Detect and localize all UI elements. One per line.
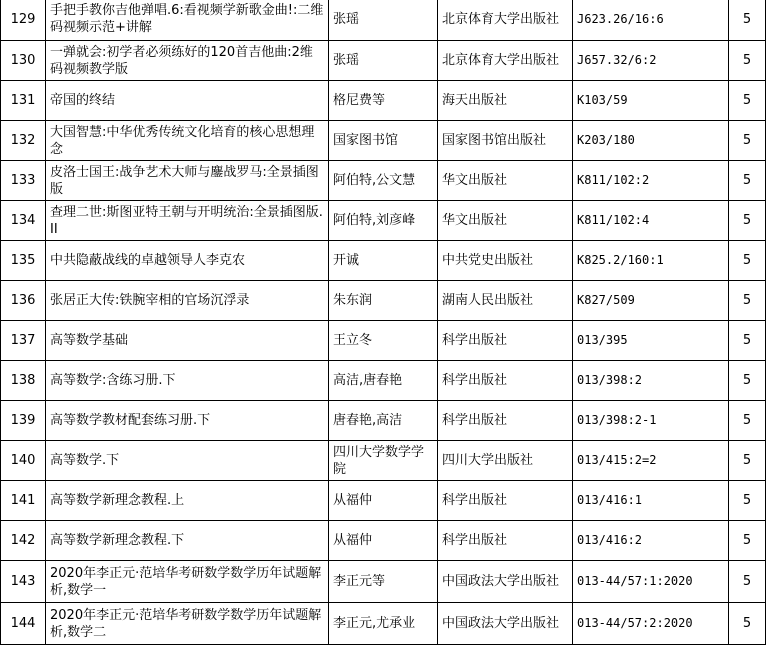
copies-count: 5 <box>729 0 766 41</box>
book-title: 张居正大传:铁腕宰相的官场沉浮录 <box>46 281 329 321</box>
book-publisher: 北京体育大学出版社 <box>438 0 573 41</box>
book-author: 李正元等 <box>329 561 438 603</box>
book-author: 王立冬 <box>329 321 438 361</box>
row-number: 137 <box>1 321 46 361</box>
book-publisher: 中国政法大学出版社 <box>438 561 573 603</box>
book-author: 开诚 <box>329 241 438 281</box>
call-number: 013/398:2-1 <box>573 401 729 441</box>
copies-count: 5 <box>729 321 766 361</box>
table-row <box>1 441 766 481</box>
copies-count: 5 <box>729 201 766 241</box>
book-author: 从福仲 <box>329 521 438 561</box>
row-number: 136 <box>1 281 46 321</box>
book-publisher: 科学出版社 <box>438 481 573 521</box>
table-row <box>1 121 766 161</box>
copies-count: 5 <box>729 121 766 161</box>
row-number: 144 <box>1 603 46 645</box>
copies-count: 5 <box>729 561 766 603</box>
call-number: 013/416:1 <box>573 481 729 521</box>
copies-count: 5 <box>729 81 766 121</box>
book-publisher: 华文出版社 <box>438 161 573 201</box>
call-number: 013/416:2 <box>573 521 729 561</box>
copies-count: 5 <box>729 281 766 321</box>
row-number: 141 <box>1 481 46 521</box>
table-row <box>1 201 766 241</box>
book-author: 朱东润 <box>329 281 438 321</box>
book-publisher: 国家图书馆出版社 <box>438 121 573 161</box>
book-publisher: 北京体育大学出版社 <box>438 41 573 81</box>
call-number: K103/59 <box>573 81 729 121</box>
copies-count: 5 <box>729 481 766 521</box>
book-author: 格尼费等 <box>329 81 438 121</box>
table-row <box>1 0 766 41</box>
row-number: 138 <box>1 361 46 401</box>
row-number: 140 <box>1 441 46 481</box>
call-number: 013-44/57:2:2020 <box>573 603 729 645</box>
call-number: 013/415:2=2 <box>573 441 729 481</box>
book-title: 手把手教你吉他弹唱.6:看视频学新歌金曲!:二维码视频示范+讲解 <box>46 0 329 41</box>
call-number: K827/509 <box>573 281 729 321</box>
book-title: 高等数学新理念教程.上 <box>46 481 329 521</box>
copies-count: 5 <box>729 361 766 401</box>
book-author: 唐春艳,高洁 <box>329 401 438 441</box>
book-title: 中共隐蔽战线的卓越领导人李克农 <box>46 241 329 281</box>
call-number: 013-44/57:1:2020 <box>573 561 729 603</box>
table-row <box>1 361 766 401</box>
copies-count: 5 <box>729 401 766 441</box>
book-publisher: 中共党史出版社 <box>438 241 573 281</box>
row-number: 131 <box>1 81 46 121</box>
book-author: 张瑶 <box>329 41 438 81</box>
book-author: 国家图书馆 <box>329 121 438 161</box>
book-author: 李正元,尤承业 <box>329 603 438 645</box>
table-row <box>1 161 766 201</box>
copies-count: 5 <box>729 41 766 81</box>
row-number: 142 <box>1 521 46 561</box>
book-title: 高等数学.下 <box>46 441 329 481</box>
book-title: 皮洛士国王:战争艺术大师与鏖战罗马:全景插图版 <box>46 161 329 201</box>
copies-count: 5 <box>729 161 766 201</box>
book-title: 高等数学基础 <box>46 321 329 361</box>
table-row <box>1 241 766 281</box>
copies-count: 5 <box>729 441 766 481</box>
book-title: 帝国的终结 <box>46 81 329 121</box>
row-number: 135 <box>1 241 46 281</box>
table-row <box>1 281 766 321</box>
row-number: 132 <box>1 121 46 161</box>
call-number: K825.2/160:1 <box>573 241 729 281</box>
row-number: 139 <box>1 401 46 441</box>
book-title: 高等数学新理念教程.下 <box>46 521 329 561</box>
table-row <box>1 401 766 441</box>
table-row <box>1 481 766 521</box>
book-publisher: 科学出版社 <box>438 321 573 361</box>
book-publisher: 海天出版社 <box>438 81 573 121</box>
call-number: J623.26/16:6 <box>573 0 729 41</box>
book-publisher: 湖南人民出版社 <box>438 281 573 321</box>
call-number: 013/395 <box>573 321 729 361</box>
table-row <box>1 81 766 121</box>
call-number: 013/398:2 <box>573 361 729 401</box>
row-number: 134 <box>1 201 46 241</box>
book-author: 从福仲 <box>329 481 438 521</box>
book-publisher: 科学出版社 <box>438 401 573 441</box>
book-publisher: 华文出版社 <box>438 201 573 241</box>
book-publisher: 四川大学出版社 <box>438 441 573 481</box>
call-number: K203/180 <box>573 121 729 161</box>
row-number: 133 <box>1 161 46 201</box>
book-title: 一弹就会:初学者必须练好的120首吉他曲:2维码视频教学版 <box>46 41 329 81</box>
book-author: 张瑶 <box>329 0 438 41</box>
row-number: 130 <box>1 41 46 81</box>
book-title: 高等数学教材配套练习册.下 <box>46 401 329 441</box>
table-row <box>1 603 766 645</box>
call-number: K811/102:2 <box>573 161 729 201</box>
call-number: K811/102:4 <box>573 201 729 241</box>
book-title: 大国智慧:中华优秀传统文化培育的核心思想理念 <box>46 121 329 161</box>
book-title: 查理二世:斯图亚特王朝与开明统治:全景插图版.II <box>46 201 329 241</box>
book-publisher: 科学出版社 <box>438 521 573 561</box>
book-title: 高等数学:含练习册.下 <box>46 361 329 401</box>
book-author: 四川大学数学学院 <box>329 441 438 481</box>
book-publisher: 科学出版社 <box>438 361 573 401</box>
table-row <box>1 561 766 603</box>
book-title: 2020年李正元·范培华考研数学数学历年试题解析,数学二 <box>46 603 329 645</box>
book-author: 阿伯特,公文慧 <box>329 161 438 201</box>
row-number: 129 <box>1 0 46 41</box>
copies-count: 5 <box>729 241 766 281</box>
book-author: 阿伯特,刘彦峰 <box>329 201 438 241</box>
call-number: J657.32/6:2 <box>573 41 729 81</box>
table-row <box>1 521 766 561</box>
book-author: 高洁,唐春艳 <box>329 361 438 401</box>
row-number: 143 <box>1 561 46 603</box>
book-title: 2020年李正元·范培华考研数学数学历年试题解析,数学一 <box>46 561 329 603</box>
copies-count: 5 <box>729 521 766 561</box>
book-publisher: 中国政法大学出版社 <box>438 603 573 645</box>
table-row <box>1 41 766 81</box>
table-row <box>1 321 766 361</box>
copies-count: 5 <box>729 603 766 645</box>
